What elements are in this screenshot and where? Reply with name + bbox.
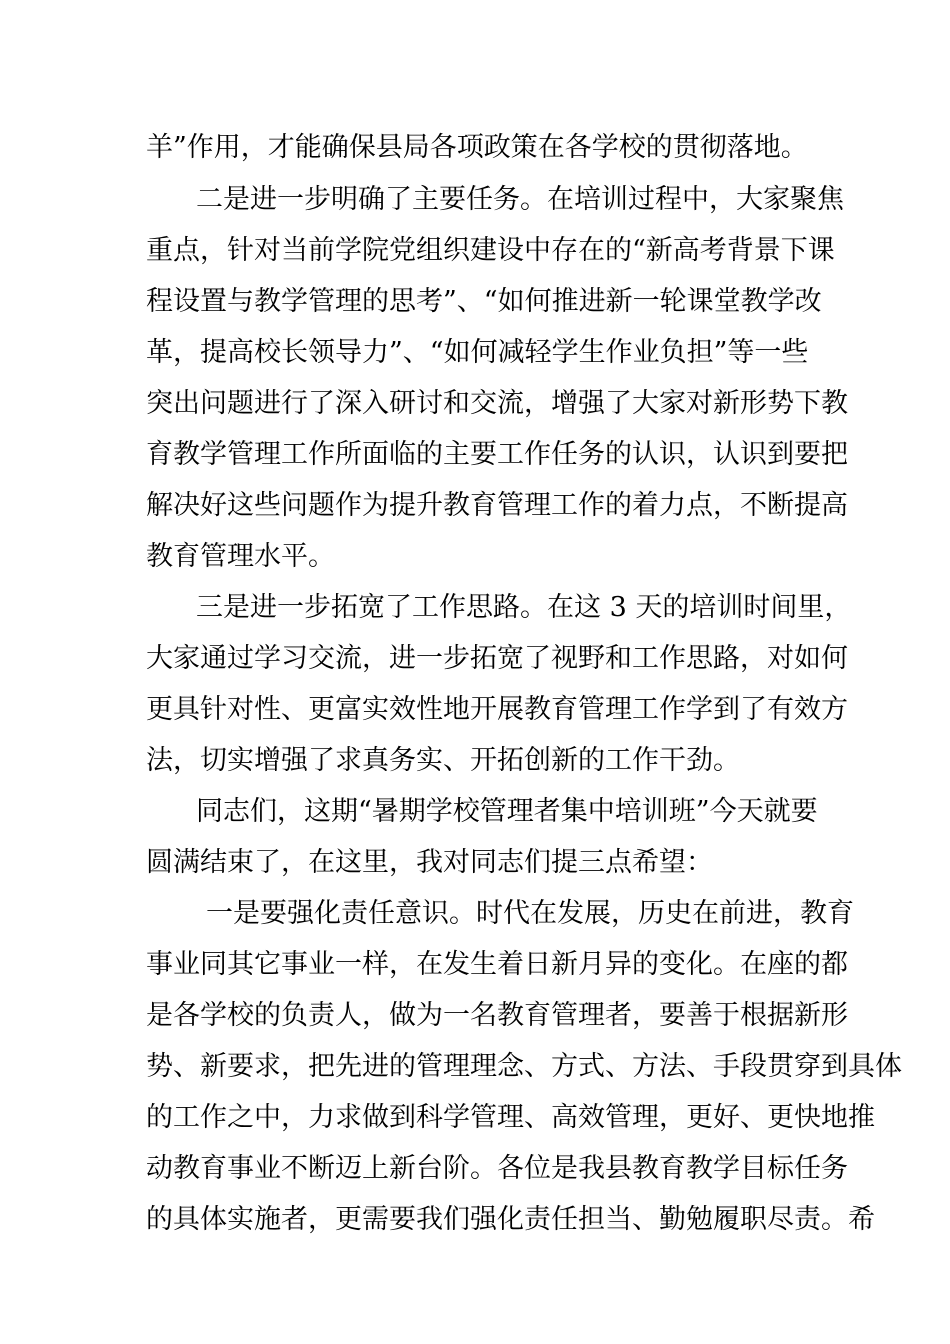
paragraph-line: 圆满结束了，在这里，我对同志们提三点希望： — [146, 847, 713, 878]
paragraph-first-line — [196, 588, 852, 628]
paragraph-line: 教育管理水平。 — [146, 541, 335, 572]
paragraph-line: 是各学校的负责人，做为一名教育管理者，要善于根据新形 — [146, 1000, 848, 1031]
paragraph-line: 解决好这些问题作为提升教育管理工作的着力点，不断提高 — [146, 490, 848, 521]
paragraph-line: 育教学管理工作所面临的主要工作任务的认识，认识到要把 — [146, 439, 848, 470]
paragraph-first-line — [196, 180, 844, 220]
paragraph-line: 势、新要求，把先进的管理理念、方式、方法、手段贯穿到具体 — [146, 1051, 902, 1082]
paragraph-line: 更具针对性、更富实效性地开展教育管理工作学到了有效方 — [146, 694, 848, 725]
paragraph-text: 在这 3 天的培训时间里， — [547, 592, 852, 623]
paragraph-line: 大家通过学习交流，进一步拓宽了视野和工作思路，对如何 — [146, 643, 848, 674]
paragraph-line: 革，提高校长领导力”、“如何减轻学生作业负担”等一些 — [146, 337, 809, 368]
paragraph-line: 动教育事业不断迈上新台阶。各位是我县教育教学目标任务 — [146, 1153, 848, 1184]
paragraph-text: 时代在发展，历史在前进，教育 — [476, 898, 854, 929]
paragraph-lead: 二是进一步明确了主要任务。 — [196, 184, 547, 215]
paragraph-line: 的工作之中，力求做到科学管理、高效管理，更好、更快地推 — [146, 1102, 875, 1133]
paragraph-first-line — [206, 894, 854, 934]
paragraph-line: 羊”作用，才能确保县局各项政策在各学校的贯彻落地。 — [146, 132, 808, 163]
paragraph-line: 程设置与教学管理的思考”、“如何推进新一轮课堂教学改 — [146, 286, 822, 317]
paragraph-lead: 一是要强化责任意识。 — [206, 898, 476, 929]
paragraph-lead: 三是进一步拓宽了工作思路。 — [196, 592, 547, 623]
paragraph-first-line: 同志们，这期“暑期学校管理者集中培训班”今天就要 — [196, 796, 818, 827]
paragraph-line: 重点，针对当前学院党组织建设中存在的“新高考背景下课 — [146, 235, 835, 266]
paragraph-text: 在培训过程中，大家聚焦 — [547, 184, 844, 215]
paragraph-line: 的具体实施者，更需要我们强化责任担当、勤勉履职尽责。希 — [146, 1204, 875, 1235]
paragraph-line: 法，切实增强了求真务实、开拓创新的工作干劲。 — [146, 745, 740, 776]
paragraph-line: 突出问题进行了深入研讨和交流，增强了大家对新形势下教 — [146, 388, 848, 419]
paragraph-line: 事业同其它事业一样，在发生着日新月异的变化。在座的都 — [146, 949, 848, 980]
